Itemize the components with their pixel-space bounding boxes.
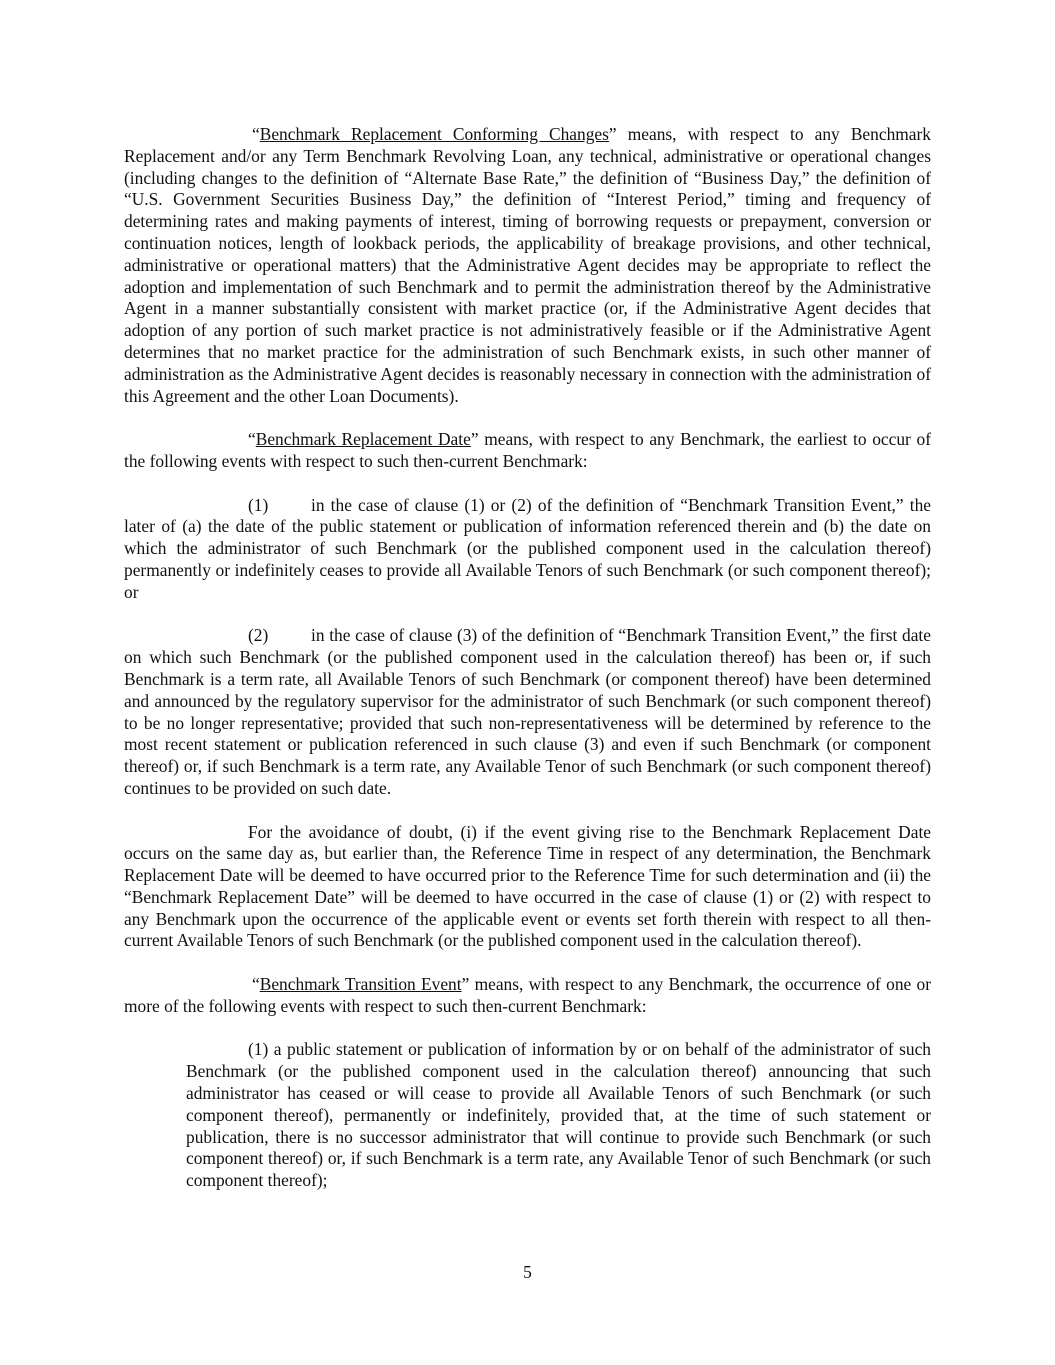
open-quote: “ [252,124,260,144]
open-quote: “ [248,429,256,450]
definition-text: ” means, with respect to any Benchmark, the occurrence of one or more of the following events with respect to such then-current Benchmark: [124,974,931,1016]
defined-term: Benchmark Replacement Date [255,429,471,450]
definition-benchmark-transition-event [124,974,931,1018]
definition-benchmark-replacement-date [124,429,931,473]
clause-text: in the case of clause (1) or (2) of the definition of “Benchmark Transition Event,” the later of (a) the date of the public statement or publication of information referenced therein and (b) the date on which the administrator of such Benchmark (or the published component used in the calculation thereof) permanently or indefinitely ceases to provide all Available Tenors of such Benchmark (or such component thereof); or [124,494,931,602]
clause-number: (2) [248,625,269,646]
avoidance-of-doubt-paragraph: For the avoidance of doubt, (i) if the event giving rise to the Benchmark Replacement Date occurs on the same day as, but earlier than, the Reference Time in respect of any determination, the Benchmark Replacement Date will be deemed to have occurred prior to the Reference Time for such determination and (ii) the “Benchmark Replacement Date” will be deemed to have occurred in the case of clause (1) or (2) with respect to any Benchmark upon the occurrence of the applicable event or events set forth therein with respect to all then-current Available Tenors of such Benchmark (or the published component used in the calculation thereof). [124,821,931,951]
defined-term: Benchmark Transition Event [259,974,462,995]
transition-event-clause-1: (1) a public statement or publication of information by or on behalf of the administrator of such Benchmark (or the published component used in the calculation thereof) announcing that such administrator has ceased or will cease to provide all Available Tenors of such Benchmark (or such component thereof), permanently or indefinitely, provided that, at the time of such statement or publication, there is no successor administrator that will continue to provide such Benchmark (or such component thereof) or, if such Benchmark is a term rate, any Available Tenor of such Benchmark (or such component thereof); [186,1039,931,1191]
clause-1 [124,495,931,604]
definition-text: ” means, with respect to any Benchmark, the earliest to occur of the following events with respect to such then-current Benchmark: [124,429,931,471]
clause-text: in the case of clause (3) of the definition of “Benchmark Transition Event,” the first date on which such Benchmark (or the published component used in the calculation thereof) has been or, if such Benchmark is a term rate, all Available Tenors of such Benchmark (or component thereof) have been determined and announced by the regulatory supervisor for the administrator of such Benchmark (or such component thereof) to be no longer representative; provided that such non-representativeness will be determined by reference to the most recent statement or publication referenced in such clause (3) and even if such Benchmark (or component thereof) or, if such Benchmark is a term rate, any Available Tenor of such Benchmark (or such component thereof) continues to be provided on such date. [124,625,931,798]
clause-2 [124,625,931,799]
document-page [124,124,931,1214]
clause-number: (1) [248,494,269,515]
definition-text: ” means, with respect to any Benchmark Replacement and/or any Term Benchmark Revolving Loan, any technical, administrative or operational changes (including changes to the definition of “Alternate Base Rate,” the definition of “Business Day,” the definition of “U.S. Government Securities Business Day,” the definition of “Interest Period,” timing and frequency of determining rates and making payments of interest, timing of borrowing requests or prepayment, conversion or continuation notices, length of lookback periods, the applicability of breakage provisions, and other technical, administrative or operational matters) that the Administrative Agent decides may be appropriate to reflect the adoption and implementation of such Benchmark and to permit the administration thereof by the Administrative Agent in a manner substantially consistent with market practice (or, if the Administrative Agent decides that adoption of any portion of such market practice is not administratively feasible or if the Administrative Agent determines that no market practice for the administration of such Benchmark exists, in such other manner of administration as the Administrative Agent decides is reasonably necessary in connection with the administration of this Agreement and the other Loan Documents). [124,124,931,406]
page-number: 5 [523,1262,532,1282]
defined-term: Benchmark Replacement Conforming Changes [259,124,609,144]
open-quote: “ [252,974,260,995]
definition-benchmark-replacement-conforming-changes [124,124,931,407]
